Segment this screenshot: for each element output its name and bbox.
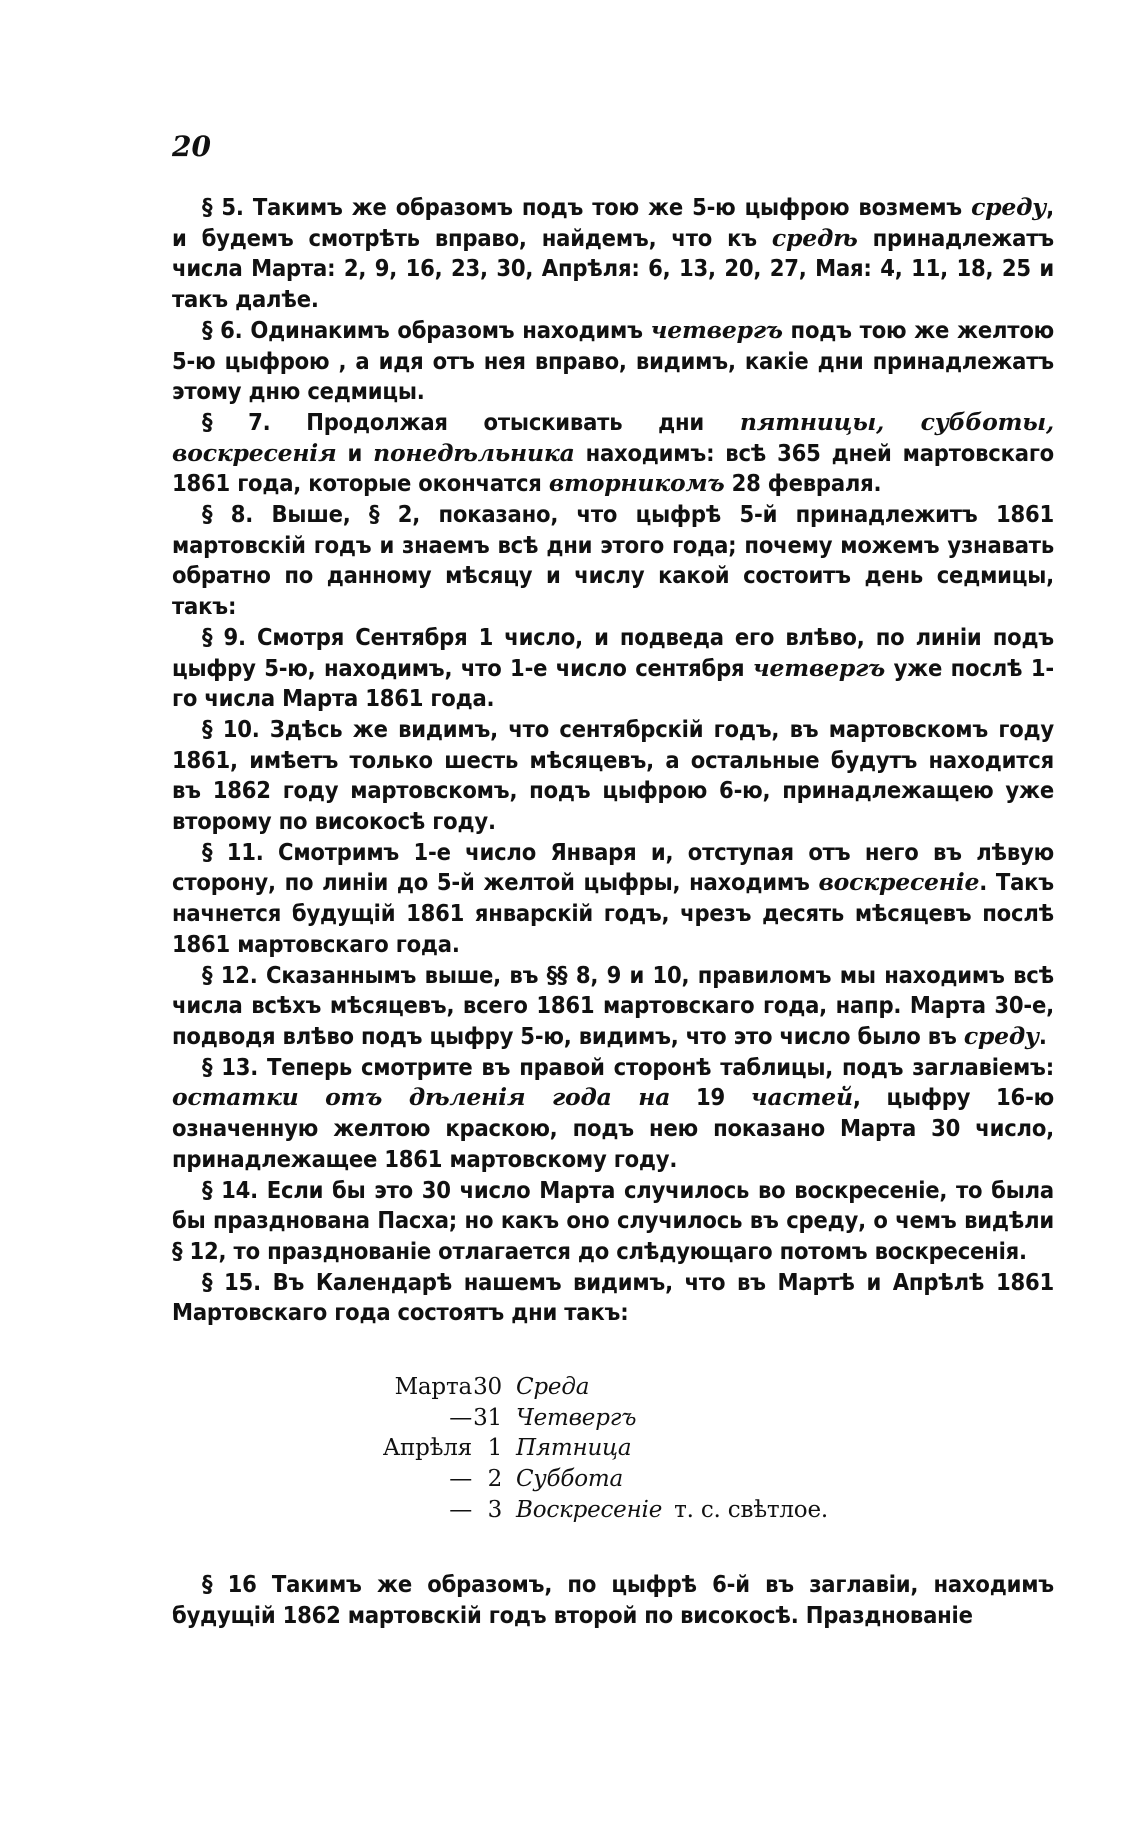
paragraph-list	[172, 192, 1054, 1328]
section-number: § 7.	[202, 407, 307, 436]
paragraph-text: .	[1038, 1021, 1047, 1050]
paragraph-text: находимъ: всѣ 365 дней мартовскаго 1861 года, которые окончатся	[172, 438, 1054, 498]
paragraph-text: и	[336, 438, 374, 467]
italic-term: пятницы, субботы, воскресенія	[172, 407, 1054, 467]
calendar-row	[360, 1495, 1054, 1526]
paragraph-text: принадлежатъ числа Марта: 2, 9, 16, 23, 30, Апрѣля: 6, 13, 20, 27, Мая: 4, 11, 18, 25 и такъ далѣе.	[172, 223, 1054, 314]
calendar-day: 30	[473, 1374, 502, 1401]
italic-term: средѣ	[771, 223, 858, 252]
calendar-month: —	[449, 1466, 472, 1493]
paragraph-p12	[172, 960, 1054, 1052]
calendar-table	[172, 1372, 1054, 1525]
paragraph-text: Смотря Сентября 1 число, и подведа его влѣво, по линіи подъ цыфру 5-ю, находимъ, что 1-е число сентября	[172, 622, 1055, 682]
paragraph-text: , и будемъ смотрѣть вправо, найдемъ, что къ	[172, 193, 1054, 252]
paragraph-p7	[172, 407, 1054, 499]
italic-term: среду	[971, 193, 1047, 221]
calendar-row	[360, 1372, 1054, 1403]
paragraph-text: Выше, § 2, показано, что цыфрѣ 5-й принадлежитъ 1861 мартовскій годъ и знаемъ всѣ дни этого года; почему можемъ узнавать обратно по данному мѣсяцу и числу какой состоитъ день седмицы, такъ:	[172, 500, 1054, 621]
body-text	[172, 192, 1054, 1631]
section-number: § 15.	[202, 1267, 273, 1296]
paragraph-p14	[172, 1175, 1054, 1267]
calendar-day: 3	[487, 1496, 502, 1523]
section-number: § 6.	[202, 315, 251, 344]
page-number: 20	[172, 130, 211, 163]
calendar-row	[360, 1433, 1054, 1464]
calendar-note: т. с. свѣтлое.	[674, 1496, 828, 1523]
paragraph-text: 28 февраля.	[724, 469, 882, 498]
calendar-weekday: Воскресеніе	[516, 1496, 663, 1523]
paragraph-text: Такимъ же образомъ подъ тою же 5-ю цыфрою возмемъ	[252, 193, 972, 221]
italic-term: воскресеніе	[818, 868, 980, 897]
calendar-weekday: Четвергъ	[516, 1404, 637, 1431]
section-number: § 13.	[202, 1052, 268, 1081]
paragraph-text: подъ тою же желтою 5-ю цыфрою , а идя отъ нея вправо, видимъ, какіе дни принадлежатъ этому дню седмицы.	[172, 315, 1054, 406]
closing-paragraph-container	[172, 1569, 1054, 1630]
paragraph-p10	[172, 714, 1054, 837]
paragraph-text: Одинакимъ образомъ находимъ	[250, 315, 651, 344]
calendar-row	[360, 1464, 1054, 1495]
calendar-day: 31	[473, 1404, 502, 1431]
paragraph-p8	[172, 499, 1054, 622]
paragraph-text: , цыфру 16-ю означенную желтою краскою, подъ нею показано Марта 30 число, принадлежащее 1861 мартовскому году.	[172, 1083, 1054, 1173]
paragraph-text: Сказаннымъ выше, въ §§ 8, 9 и 10, правиломъ мы находимъ всѣ числа всѣхъ мѣсяцевъ, всего 1861 мартовскаго года, напр. Марта 30-е, подводя влѣво подъ цыфру 5-ю, видимъ, что это число было въ	[172, 960, 1054, 1050]
calendar-month: —	[449, 1496, 472, 1523]
section-number: § 10.	[202, 714, 270, 743]
italic-term: понедѣльника	[373, 438, 575, 467]
paragraph-text: Теперь смотрите въ правой сторонѣ таблицы, подъ заглавіемъ:	[267, 1052, 1054, 1081]
italic-term: вторникомъ	[548, 469, 725, 498]
calendar-month: Марта	[394, 1374, 472, 1401]
section-number: § 9.	[202, 622, 258, 651]
paragraph-text: . Такъ начнется будущій 1861 январскій годъ, чрезъ десять мѣсяцевъ послѣ 1861 мартовскаго года.	[172, 868, 1054, 958]
paragraph-text: Если бы это 30 число Марта случилось во воскресеніе, то была бы празднована Пасха; но какъ оно случилось въ среду, о чемъ видѣли § 12, то празднованіе отлагается до слѣдующаго потомъ воскресенія.	[172, 1175, 1054, 1265]
paragraph-p11	[172, 837, 1054, 960]
section-number: § 14.	[202, 1175, 267, 1204]
paragraph-text: уже послѣ 1-го числа Марта 1861 года.	[172, 653, 1054, 713]
paragraph-p13	[172, 1052, 1054, 1175]
section-number: § 5.	[202, 193, 253, 221]
italic-term: четвергъ	[752, 653, 886, 682]
calendar-month: —	[449, 1404, 472, 1431]
paragraph-text: 19	[670, 1083, 751, 1112]
paragraph-p6	[172, 315, 1054, 407]
section-number: § 12.	[202, 960, 267, 989]
section-number: § 16	[202, 1570, 272, 1599]
calendar-weekday: Суббота	[516, 1466, 623, 1493]
italic-term: остатки отъ дѣленія года на	[172, 1083, 671, 1112]
paragraph-text: Здѣсь же видимъ, что сентябрскій годъ, въ мартовскомъ году 1861, имѣетъ только шесть мѣсяцевъ, а остальные будутъ находится въ 1862 году мартовскомъ, подъ цыфрою 6-ю, принадлежащею уже второму по високосѣ году.	[172, 714, 1054, 836]
calendar-weekday: Среда	[516, 1374, 590, 1401]
calendar-day: 2	[487, 1466, 502, 1493]
paragraph-p16	[172, 1569, 1054, 1630]
section-number: § 8.	[202, 500, 272, 529]
italic-term: частей	[750, 1083, 853, 1112]
calendar-weekday: Пятница	[516, 1435, 632, 1462]
calendar-row	[360, 1403, 1054, 1434]
paragraph-p9	[172, 622, 1054, 714]
paragraph-p5	[172, 192, 1054, 315]
calendar-month: Апрѣля	[382, 1435, 472, 1462]
section-number: § 11.	[202, 837, 279, 866]
paragraph-p15	[172, 1267, 1054, 1328]
italic-term: среду	[963, 1021, 1039, 1050]
paragraph-text: Смотримъ 1-е число Января и, отступая отъ него въ лѣвую сторону, по линіи до 5-й желтой цыфры, находимъ	[172, 837, 1054, 897]
italic-term: четвергъ	[650, 315, 783, 344]
calendar-day: 1	[487, 1435, 502, 1462]
paragraph-text: Въ Календарѣ нашемъ видимъ, что въ Мартѣ и Апрѣлѣ 1861 Мартовскаго года состоятъ дни такъ:	[172, 1267, 1054, 1327]
paragraph-text: Такимъ же образомъ, по цыфрѣ 6-й въ заглавіи, находимъ будущій 1862 мартовскій годъ второй по високосѣ. Празднованіе	[172, 1570, 1054, 1630]
paragraph-text: Продолжая отыскивать дни	[306, 407, 740, 436]
